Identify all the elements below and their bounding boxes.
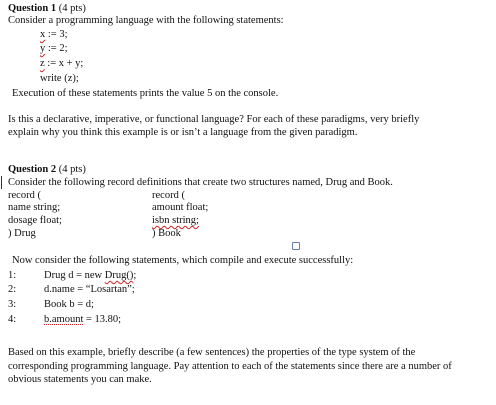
statement-1-end: ; — [133, 270, 137, 281]
question-1-title: Question 1 — [8, 3, 57, 14]
question-1-ask-line-2: explain why you think this example is or isn’t a language from the given paradigm. — [8, 127, 358, 138]
record-book-line-2: amount float; — [152, 202, 209, 213]
code-line-3 — [40, 57, 83, 70]
code-rest-3: := x + y; — [44, 58, 84, 69]
code-rest-1: := 3; — [45, 29, 68, 40]
record-book-line-1: record ( — [152, 190, 185, 201]
statement-1-constructor: Drug() — [104, 270, 134, 281]
code-var-y: y — [40, 43, 46, 54]
question-2-ask-line-3: obvious statements you can make. — [8, 374, 152, 385]
statement-3: Book b = d; — [44, 299, 94, 310]
statement-1 — [44, 269, 136, 282]
question-2-intro: Consider the following record definitions that create two structures named, Drug and Book. — [8, 177, 393, 188]
statement-number-1: 1: — [8, 270, 17, 281]
statement-number-2: 2: — [8, 284, 17, 295]
record-book-isbn: isbn string; — [152, 215, 199, 226]
statement-2: d.name = “Losartan”; — [44, 284, 135, 295]
statement-number-3: 3: — [8, 299, 17, 310]
code-line-1 — [40, 28, 68, 41]
question-2-points: (4 pts) — [58, 164, 86, 175]
statement-4-field: b.amount — [44, 314, 84, 325]
question-2-ask-line-2: corresponding programming language. Pay attention to each of the statements since there are a number of — [8, 361, 452, 372]
statement-1-text: Drug d = new — [44, 270, 105, 281]
record-drug-line-4: ) Drug — [8, 228, 36, 239]
statement-number-4: 4: — [8, 314, 17, 325]
question-1-ask-line-1: Is this a declarative, imperative, or functional language? For each of these paradigms, very briefly — [8, 114, 420, 125]
code-line-4: write (z); — [40, 73, 79, 84]
record-drug-line-3: dosage float; — [8, 215, 62, 226]
statement-4-text: = 13.80; — [83, 314, 122, 325]
question-1-points: (4 pts) — [58, 3, 86, 14]
question-2-heading — [8, 163, 86, 176]
code-line-2 — [40, 42, 68, 55]
statements-intro: Now consider the following statements, which compile and execute successfully: — [12, 255, 354, 266]
statement-4 — [44, 313, 121, 326]
record-drug-line-1: record ( — [8, 190, 41, 201]
record-book-line-3 — [152, 214, 199, 227]
code-var-z: z — [40, 58, 45, 69]
text-cursor — [1, 176, 2, 189]
code-rest-2: := 2; — [45, 43, 68, 54]
checkbox-icon[interactable] — [292, 242, 300, 250]
question-2-ask-line-1: Based on this example, briefly describe (a few sentences) the properties of the type system of the — [8, 347, 416, 358]
record-drug-line-2: name string; — [8, 202, 61, 213]
question-1-intro: Consider a programming language with the following statements: — [8, 15, 284, 26]
question-2-title: Question 2 — [8, 164, 57, 175]
code-var-x: x — [40, 29, 46, 40]
execution-statement: Execution of these statements prints the value 5 on the console. — [12, 88, 279, 99]
record-book-line-4: ) Book — [152, 228, 181, 239]
